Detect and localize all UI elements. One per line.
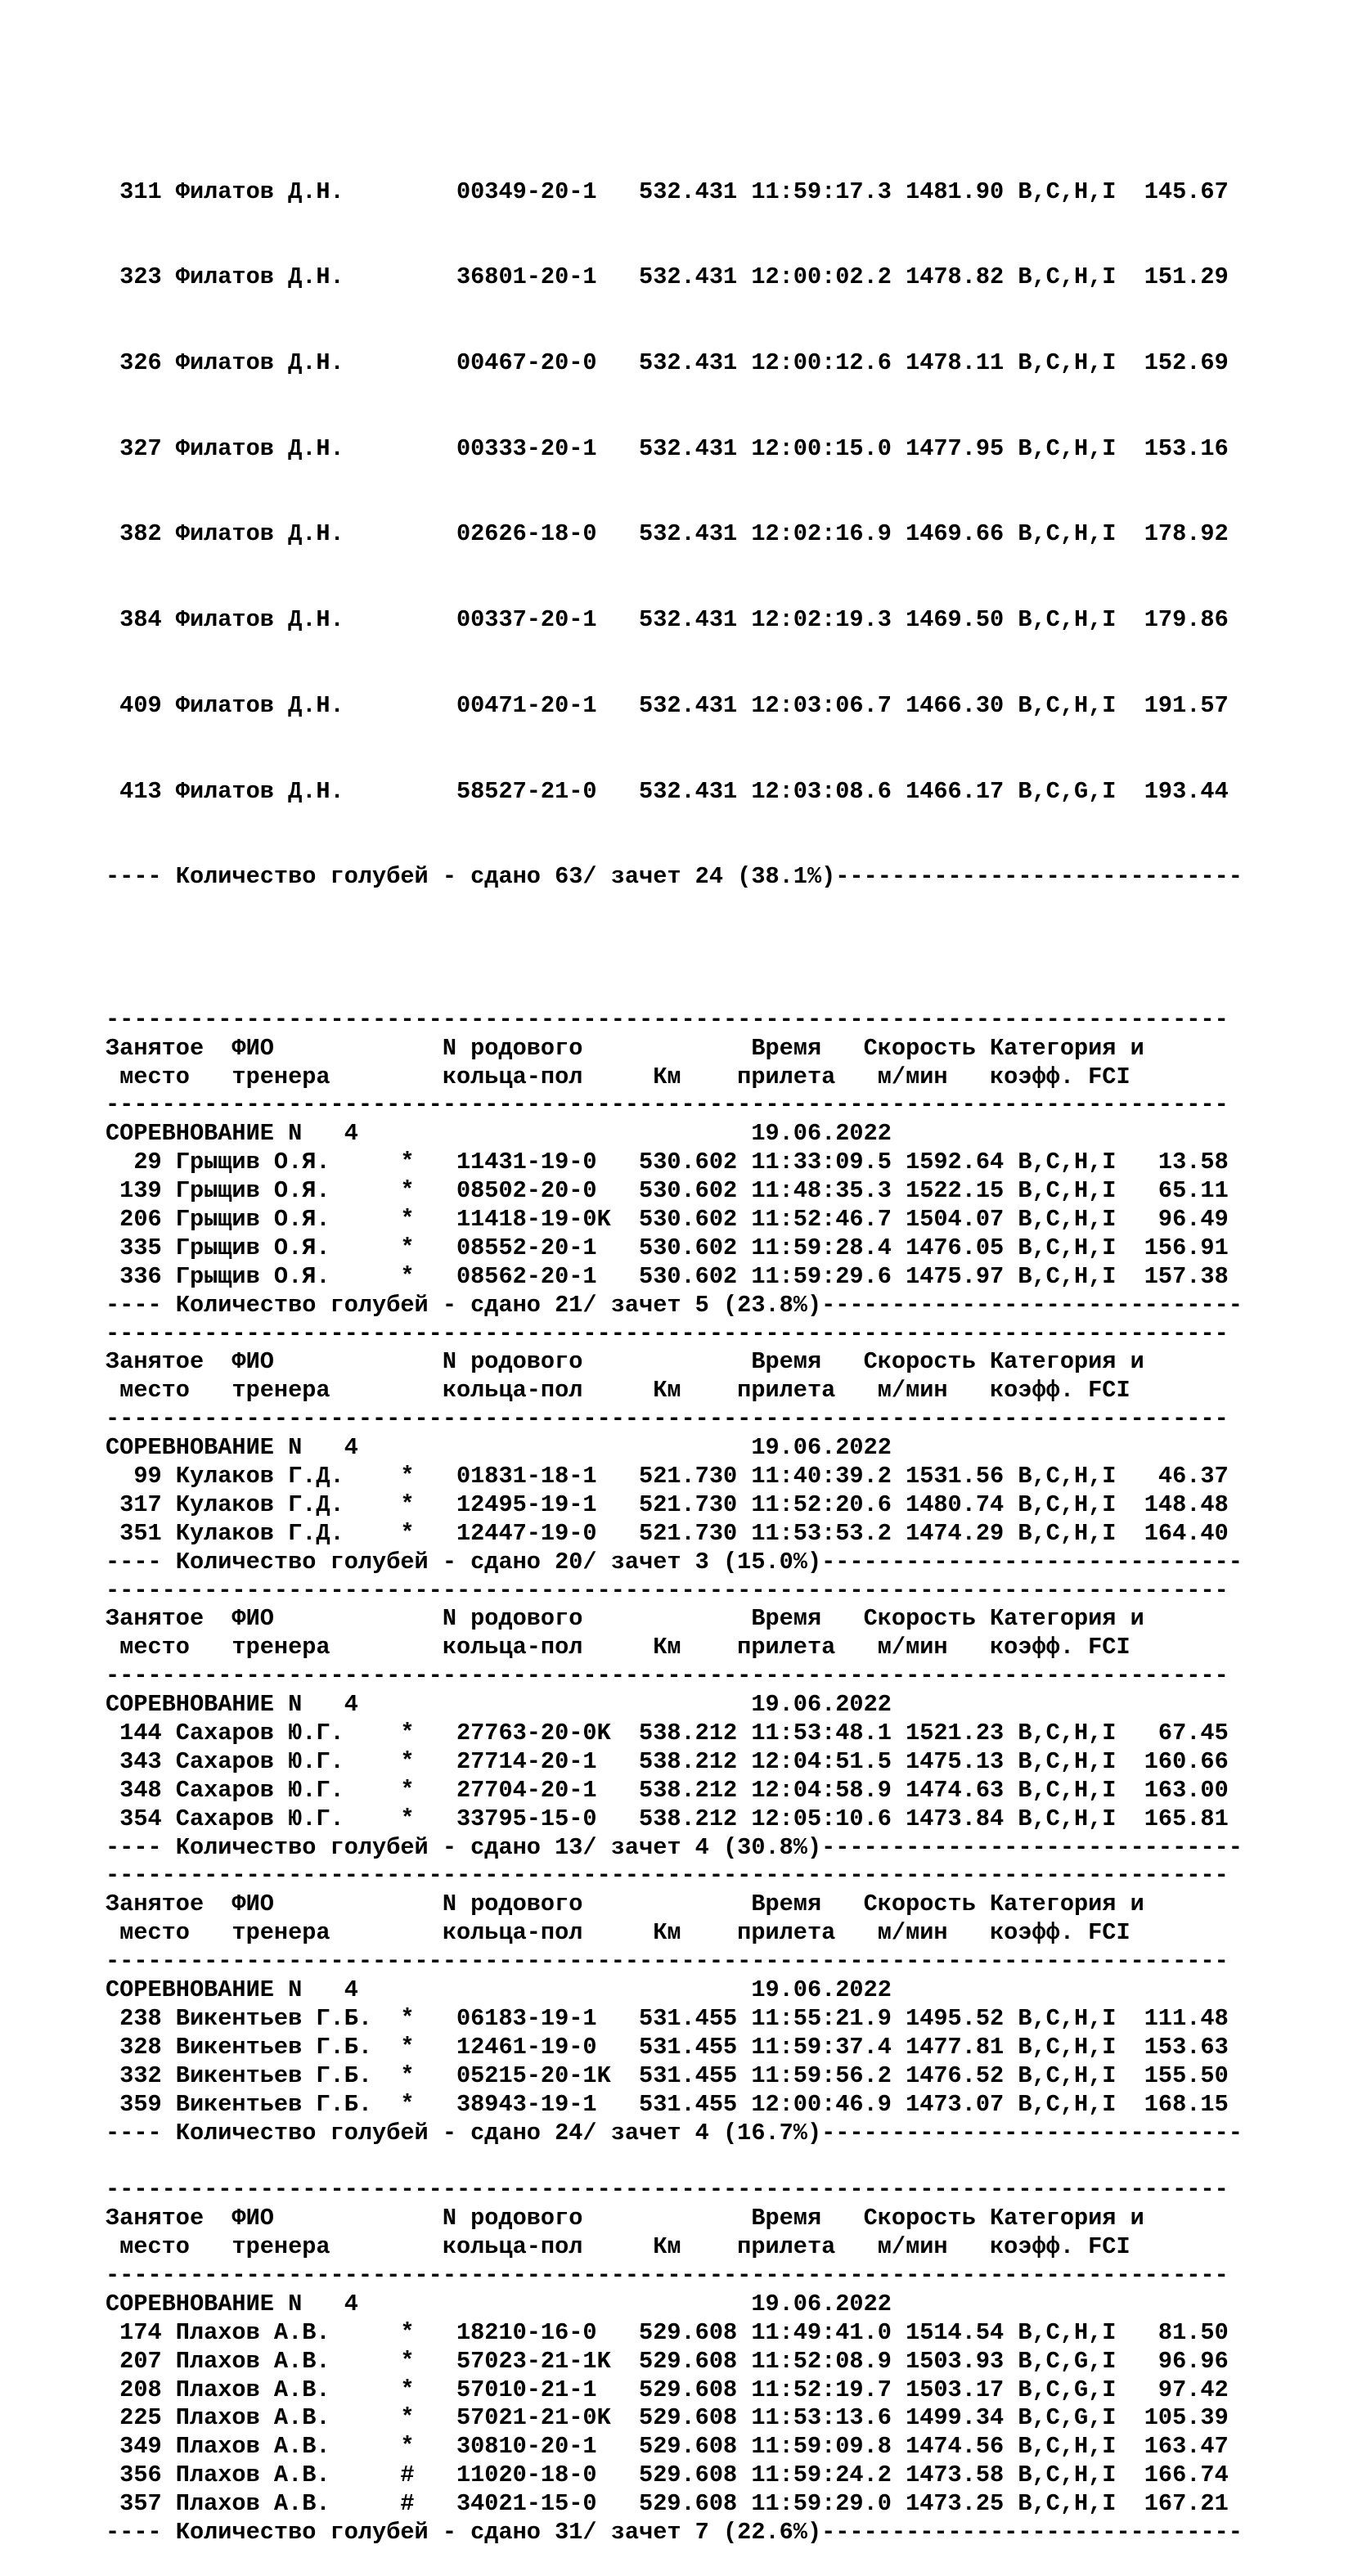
group-summary: ---- Количество голубей - сдано 24/ зачет 4 (16.7%)------------------------------ <box>106 2119 1243 2147</box>
separator-line: -------------------------------------------------------------------------------- <box>106 1319 1229 1347</box>
group-summary: ---- Количество голубей - сдано 63/ зачет 24 (38.1%)----------------------------- <box>106 863 1243 891</box>
separator-line: -------------------------------------------------------------------------------- <box>106 2261 1229 2289</box>
column-header-line-2: место тренера кольца-пол Км прилета м/мин коэфф. FCI <box>106 1063 1130 1090</box>
competition-group <box>106 2176 1243 2547</box>
result-row: 382 Филатов Д.Н. 02626-18-0 532.431 12:02:16.9 1469.66 B,C,H,I 178.92 <box>106 520 1229 548</box>
result-row: 332 Викентьев Г.Б. * 05215-20-1K 531.455 11:59:56.2 1476.52 B,C,H,I 155.50 <box>106 2061 1229 2089</box>
competition-title: СОРЕВНОВАНИЕ N 4 19.06.2022 <box>106 1120 892 1148</box>
result-row: 328 Викентьев Г.Б. * 12461-19-0 531.455 11:59:37.4 1477.81 B,C,H,I 153.63 <box>106 2033 1229 2061</box>
result-row: 311 Филатов Д.Н. 00349-20-1 532.431 11:59:17.3 1481.90 B,C,H,I 145.67 <box>106 178 1229 205</box>
group-summary: ---- Количество голубей - сдано 21/ зачет 5 (23.8%)------------------------------ <box>106 1291 1243 1319</box>
result-row: 327 Филатов Д.Н. 00333-20-1 532.431 12:00:15.0 1477.95 B,C,H,I 153.16 <box>106 434 1229 462</box>
competition-group <box>106 1320 1243 1577</box>
separator-line: -------------------------------------------------------------------------------- <box>106 1662 1229 1690</box>
result-row: 348 Сахаров Ю.Г. * 27704-20-1 538.212 12:04:58.9 1474.63 B,C,H,I 163.00 <box>106 1776 1229 1804</box>
result-row: 359 Викентьев Г.Б. * 38943-19-1 531.455 12:00:46.9 1473.07 B,C,H,I 168.15 <box>106 2090 1229 2118</box>
result-row: 238 Викентьев Г.Б. * 06183-19-1 531.455 11:55:21.9 1495.52 B,C,H,I 111.48 <box>106 2004 1229 2032</box>
separator-line: -------------------------------------------------------------------------------- <box>106 1948 1229 1976</box>
result-row: 208 Плахов А.В. * 57010-21-1 529.608 11:52:19.7 1503.17 B,C,G,I 97.42 <box>106 2376 1229 2403</box>
result-row: 326 Филатов Д.Н. 00467-20-0 532.431 12:00:12.6 1478.11 B,C,H,I 152.69 <box>106 349 1229 377</box>
competition-title: СОРЕВНОВАНИЕ N 4 19.06.2022 <box>106 2290 892 2318</box>
competition-group <box>106 1862 1243 2176</box>
result-row: 349 Плахов А.В. * 30810-20-1 529.608 11:59:09.8 1474.56 B,C,H,I 163.47 <box>106 2433 1229 2461</box>
result-row: 174 Плахов А.В. * 18210-16-0 529.608 11:49:41.0 1514.54 B,C,H,I 81.50 <box>106 2318 1229 2346</box>
column-header-line-1: Занятое ФИО N родового Время Скорость Категория и <box>106 1348 1144 1376</box>
result-row: 357 Плахов А.В. # 34021-15-0 529.608 11:59:29.0 1473.25 B,C,H,I 167.21 <box>106 2490 1229 2518</box>
result-row: 343 Сахаров Ю.Г. * 27714-20-1 538.212 12:04:51.5 1475.13 B,C,H,I 160.66 <box>106 1747 1229 1775</box>
result-row: 207 Плахов А.В. * 57023-21-1K 529.608 11:52:08.9 1503.93 B,C,G,I 96.96 <box>106 2347 1229 2375</box>
result-row: 317 Кулаков Г.Д. * 12495-19-1 521.730 11:52:20.6 1480.74 B,C,H,I 148.48 <box>106 1490 1229 1518</box>
result-row: 354 Сахаров Ю.Г. * 33795-15-0 538.212 12:05:10.6 1473.84 B,C,H,I 165.81 <box>106 1805 1229 1832</box>
result-row: 206 Грыщив О.Я. * 11418-19-0K 530.602 11:52:46.7 1504.07 B,C,H,I 96.49 <box>106 1206 1229 1233</box>
column-header-line-1: Занятое ФИО N родового Время Скорость Категория и <box>106 2205 1144 2232</box>
column-header-line-1: Занятое ФИО N родового Время Скорость Категория и <box>106 1890 1144 1918</box>
result-row: 384 Филатов Д.Н. 00337-20-1 532.431 12:02:19.3 1469.50 B,C,H,I 179.86 <box>106 606 1229 634</box>
top-group <box>106 121 1243 949</box>
result-row: 99 Кулаков Г.Д. * 01831-18-1 521.730 11:40:39.2 1531.56 B,C,H,I 46.37 <box>106 1463 1229 1490</box>
group-summary: ---- Количество голубей - сдано 13/ зачет 4 (30.8%)------------------------------ <box>106 1833 1243 1861</box>
competition-group <box>106 1577 1243 1863</box>
column-header-line-2: место тренера кольца-пол Км прилета м/мин коэфф. FCI <box>106 2233 1130 2261</box>
group-summary: ---- Количество голубей - сдано 31/ зачет 7 (22.6%)------------------------------ <box>106 2518 1243 2546</box>
result-row: 225 Плахов А.В. * 57021-21-0K 529.608 11:53:13.6 1499.34 B,C,G,I 105.39 <box>106 2404 1229 2432</box>
result-row: 413 Филатов Д.Н. 58527-21-0 532.431 12:03:08.6 1466.17 B,C,G,I 193.44 <box>106 777 1229 805</box>
column-header-line-1: Занятое ФИО N родового Время Скорость Категория и <box>106 1605 1144 1633</box>
separator-line: -------------------------------------------------------------------------------- <box>106 1091 1229 1119</box>
competition-group <box>106 1006 1243 1320</box>
separator-line: -------------------------------------------------------------------------------- <box>106 1862 1229 1890</box>
result-row: 409 Филатов Д.Н. 00471-20-1 532.431 12:03:06.7 1466.30 B,C,H,I 191.57 <box>106 691 1229 719</box>
groups-container <box>106 1006 1243 2547</box>
separator-line: -------------------------------------------------------------------------------- <box>106 2176 1229 2204</box>
group-summary: ---- Количество голубей - сдано 20/ зачет 3 (15.0%)------------------------------ <box>106 1548 1243 1576</box>
competition-title: СОРЕВНОВАНИЕ N 4 19.06.2022 <box>106 1434 892 1462</box>
separator-line: -------------------------------------------------------------------------------- <box>106 1005 1229 1033</box>
result-row: 144 Сахаров Ю.Г. * 27763-20-0K 538.212 11:53:48.1 1521.23 B,C,H,I 67.45 <box>106 1720 1229 1747</box>
separator-line: -------------------------------------------------------------------------------- <box>106 1405 1229 1433</box>
competition-title: СОРЕВНОВАНИЕ N 4 19.06.2022 <box>106 1976 892 2004</box>
column-header-line-2: место тренера кольца-пол Км прилета м/мин коэфф. FCI <box>106 1634 1130 1661</box>
result-row: 139 Грыщив О.Я. * 08502-20-0 530.602 11:48:35.3 1522.15 B,C,H,I 65.11 <box>106 1177 1229 1205</box>
result-row: 356 Плахов А.В. # 11020-18-0 529.608 11:59:24.2 1473.58 B,C,H,I 166.74 <box>106 2461 1229 2489</box>
column-header-line-1: Занятое ФИО N родового Время Скорость Категория и <box>106 1034 1144 1062</box>
results-sheet <box>106 64 1243 2576</box>
blank-gap <box>106 2147 1243 2176</box>
competition-title: СОРЕВНОВАНИЕ N 4 19.06.2022 <box>106 1691 892 1719</box>
result-row: 351 Кулаков Г.Д. * 12447-19-0 521.730 11:53:53.2 1474.29 B,C,H,I 164.40 <box>106 1519 1229 1547</box>
result-row: 335 Грыщив О.Я. * 08552-20-1 530.602 11:59:28.4 1476.05 B,C,H,I 156.91 <box>106 1234 1229 1261</box>
column-header-line-2: место тренера кольца-пол Км прилета м/мин коэфф. FCI <box>106 1377 1130 1405</box>
separator-line: -------------------------------------------------------------------------------- <box>106 1576 1229 1604</box>
result-row: 336 Грыщив О.Я. * 08562-20-1 530.602 11:59:29.6 1475.97 B,C,H,I 157.38 <box>106 1262 1229 1290</box>
result-row: 323 Филатов Д.Н. 36801-20-1 532.431 12:00:02.2 1478.82 B,C,H,I 151.29 <box>106 263 1229 291</box>
column-header-line-2: место тренера кольца-пол Км прилета м/мин коэфф. FCI <box>106 1919 1130 1947</box>
result-row: 29 Грыщив О.Я. * 11431-19-0 530.602 11:33:09.5 1592.64 B,C,H,I 13.58 <box>106 1149 1229 1176</box>
